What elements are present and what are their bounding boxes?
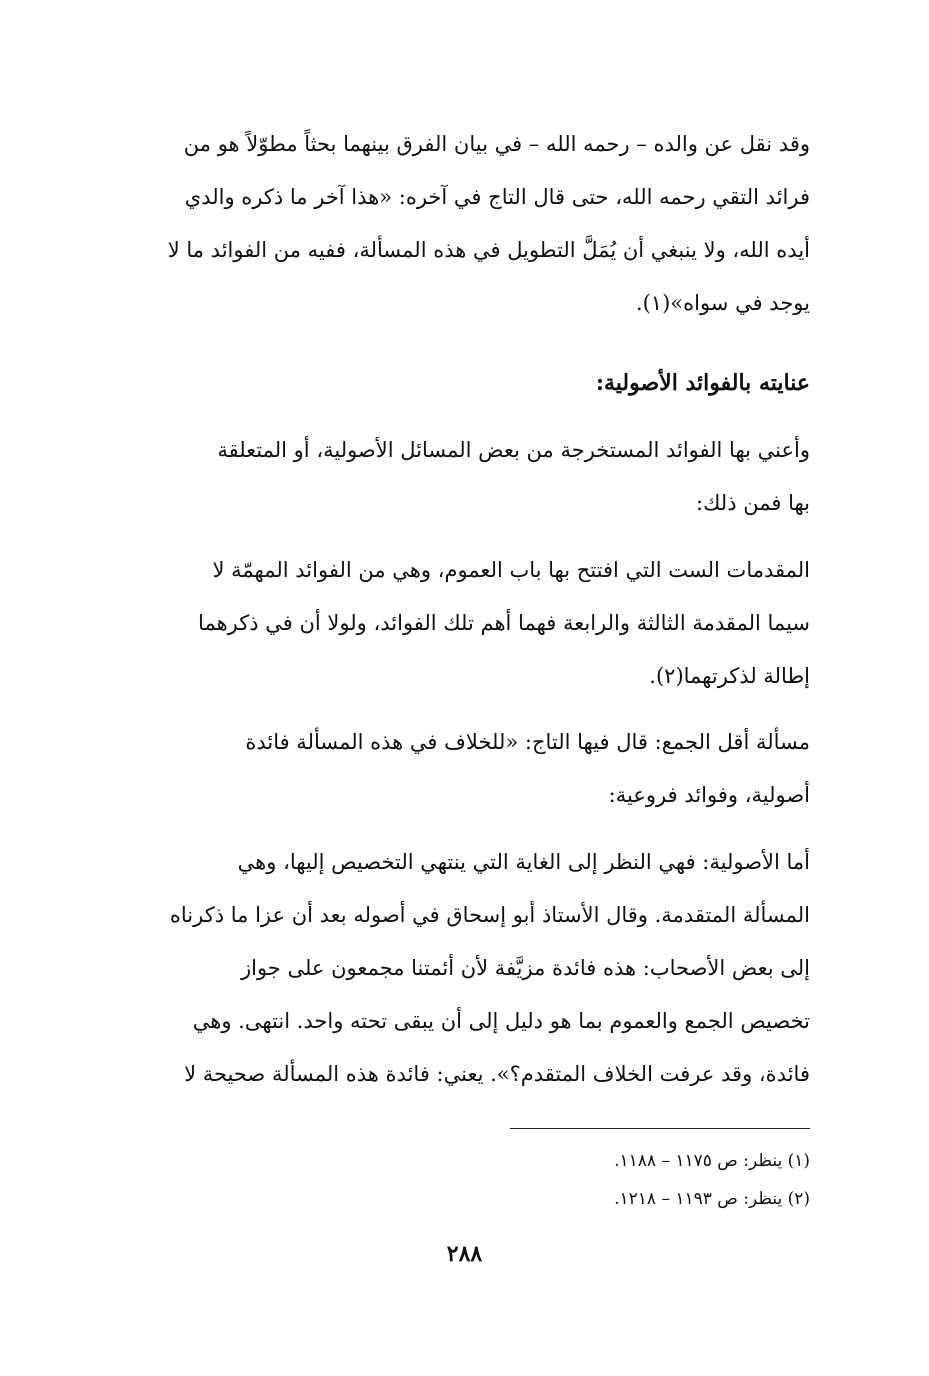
paragraph-line: وقد نقل عن والده – رحمه الله – في بيان الفرق بينهما بحثاً مطوّلاً هو من (183, 132, 810, 156)
paragraph-3 (122, 544, 810, 703)
paragraph-line: تخصيص الجمع والعموم بما هو دليل إلى أن يبقى تحته واحد. انتهى. وهي (192, 1009, 810, 1033)
paragraph-line: إلى بعض الأصحاب: هذه فائدة مزيَّفة لأن أئمتنا مجمعون على جواز (240, 956, 810, 980)
page-number: ٢٨٨ (446, 1241, 483, 1267)
paragraph-line: أصولية، وفوائد فروعية: (608, 783, 810, 807)
paragraph-line: أما الأصولية: فهي النظر إلى الغاية التي ينتهي التخصيص إليها، وهي (237, 850, 810, 874)
paragraph-line: فائدة، وقد عرفت الخلاف المتقدم؟». يعني: فائدة هذه المسألة صحيحة لا (184, 1062, 810, 1086)
paragraph-line: المقدمات الست التي افتتح بها باب العموم، وهي من الفوائد المهمّة لا (212, 558, 810, 582)
paragraph-line: إطالة لذكرتهما(٢). (649, 664, 810, 688)
section-heading: عنايته بالفوائد الأصولية: (595, 370, 810, 396)
paragraph-line: فرائد التقي رحمه الله، حتى قال التاج في آخره: «هذا آخر ما ذكره والدي (184, 185, 810, 209)
paragraph-5 (122, 836, 810, 1101)
footnote-divider (510, 1128, 810, 1129)
footnote-2: (٢) ينظر: ص ١١٩٣ – ١٢١٨. (614, 1189, 810, 1209)
footnote-1: (١) ينظر: ص ١١٧٥ – ١١٨٨. (614, 1151, 810, 1171)
paragraph-line: سيما المقدمة الثالثة والرابعة فهما أهم تلك الفوائد، ولولا أن في ذكرهما (198, 611, 810, 635)
paragraph-line: وأعني بها الفوائد المستخرجة من بعض المسائل الأصولية، أو المتعلقة (217, 438, 810, 462)
paragraph-4 (122, 716, 810, 822)
paragraph-line: المسألة المتقدمة. وقال الأستاذ أبو إسحاق في أصوله بعد أن عزا ما ذكرناه (169, 903, 810, 927)
paragraph-line: بها فمن ذلك: (696, 491, 810, 515)
paragraph-line: مسألة أقل الجمع: قال فيها التاج: «للخلاف في هذه المسألة فائدة (245, 730, 810, 754)
paragraph-line: أيده الله، ولا ينبغي أن يُمَلَّ التطويل في هذه المسألة، ففيه من الفوائد ما لا (167, 238, 810, 262)
paragraph-1 (122, 118, 810, 330)
paragraph-line: يوجد في سواه»(١). (635, 291, 810, 315)
paragraph-2 (122, 424, 810, 530)
